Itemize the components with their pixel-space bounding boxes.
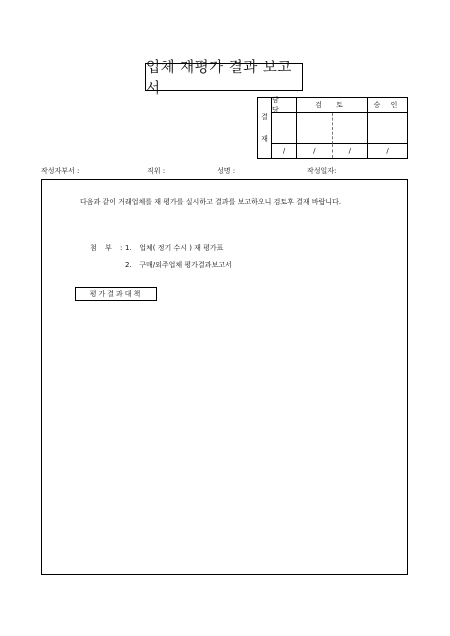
document-title: 업체 재평가 결과 보고서 — [145, 63, 303, 91]
signature-cell-charge[interactable] — [272, 113, 297, 144]
author-info-row — [41, 166, 407, 176]
approval-header-approve: 승 인 — [368, 98, 407, 113]
date-cell-approve[interactable]: / — [386, 147, 389, 155]
attachment-number: 1. — [125, 244, 132, 252]
result-measures-box: 평가결과대책 — [75, 287, 157, 301]
date-cell-review-2[interactable]: / — [333, 144, 369, 158]
attachment-item — [125, 260, 232, 270]
author-dept-label: 작성자부서 : — [41, 167, 80, 175]
date-cell-charge[interactable]: / — [272, 144, 297, 158]
author-position-label: 직위 : — [147, 167, 166, 175]
attachment-item — [125, 243, 223, 253]
author-date-label: 작성일자: — [307, 167, 337, 175]
signature-cell-review-1[interactable] — [297, 113, 333, 144]
approval-side-label-bottom: 재 — [261, 135, 268, 143]
approval-header-charge: 담 당 — [272, 98, 297, 113]
attachment-text: 구매/외주업체 평가결과보고서 — [139, 261, 232, 269]
approval-side-label-top: 결 — [261, 113, 268, 121]
signature-cell-review-2[interactable] — [333, 113, 369, 144]
approval-table — [257, 97, 408, 159]
intro-text: 다음과 같이 거래업체를 재 평가를 실시하고 결과를 보고하오니 검토후 결재 바랍니다. — [80, 198, 342, 206]
date-cell-review-1[interactable]: / — [297, 144, 333, 158]
author-name-label: 성명 : — [217, 167, 236, 175]
report-body — [41, 179, 408, 575]
attachment-label: 첨 부 : — [90, 244, 126, 252]
attachment-number: 2. — [125, 261, 132, 269]
attachment-text: 업체( 정기 수시 ) 재 평가표 — [139, 244, 224, 252]
approval-header-review: 검 토 — [297, 98, 368, 113]
signature-cell-approve[interactable] — [368, 113, 407, 144]
approval-side-label — [258, 98, 272, 158]
